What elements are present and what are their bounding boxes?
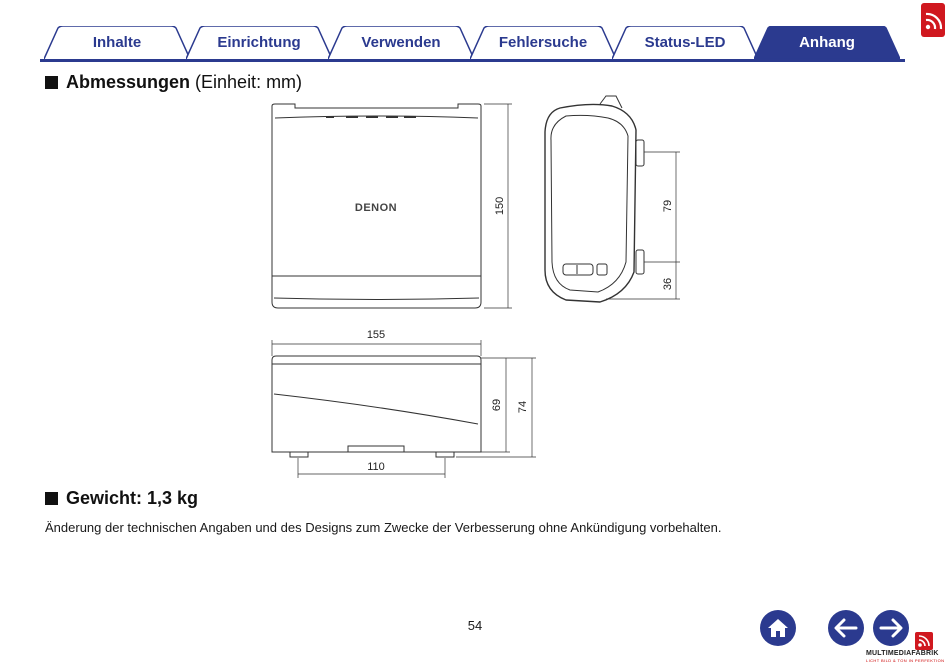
previous-page-button[interactable] xyxy=(828,610,864,646)
footer-brand xyxy=(866,650,944,663)
tab-label: Anhang xyxy=(799,34,855,51)
disclaimer-text: Änderung der technischen Angaben und des Designs zum Zwecke der Verbesserung ohne Ankündigung vorbehalten. xyxy=(45,520,722,535)
tab-label: Einrichtung xyxy=(217,34,301,51)
dim-total-height: 74 xyxy=(517,400,529,414)
footer-brand-tagline: LICHT BILD & TON IN PERFEKTION xyxy=(866,658,945,663)
dimensions-title: Abmessungen xyxy=(66,72,191,92)
bullet-square-icon xyxy=(45,492,58,505)
tab-label: Fehlersuche xyxy=(498,34,588,51)
denon-logo: DENON xyxy=(354,202,398,214)
dim-width: 155 xyxy=(366,329,386,341)
weight-heading xyxy=(45,488,198,509)
multimediafabrik-logo-icon xyxy=(915,632,933,650)
page-number: 54 xyxy=(467,618,483,633)
home-icon xyxy=(766,617,790,639)
dim-height-front: 150 xyxy=(494,196,506,216)
next-page-button[interactable] xyxy=(873,610,909,646)
home-button[interactable] xyxy=(760,610,796,646)
tab-label: Status-LED xyxy=(644,34,726,51)
arrow-right-icon xyxy=(879,618,903,638)
footer-brand-name: MULTIMEDIAFABRIK xyxy=(866,650,939,657)
tab-label: Verwenden xyxy=(361,34,441,51)
dim-side-lower: 36 xyxy=(662,277,674,291)
weight-title: Gewicht: 1,3 kg xyxy=(66,488,199,508)
dim-side-upper: 79 xyxy=(662,199,674,213)
arrow-left-icon xyxy=(834,618,858,638)
tab-label: Inhalte xyxy=(92,34,142,51)
dim-body-height: 69 xyxy=(491,398,503,412)
dim-feet: 110 xyxy=(367,461,385,473)
side-view xyxy=(545,96,680,302)
dimensions-unit: (Einheit: mm) xyxy=(195,72,303,92)
